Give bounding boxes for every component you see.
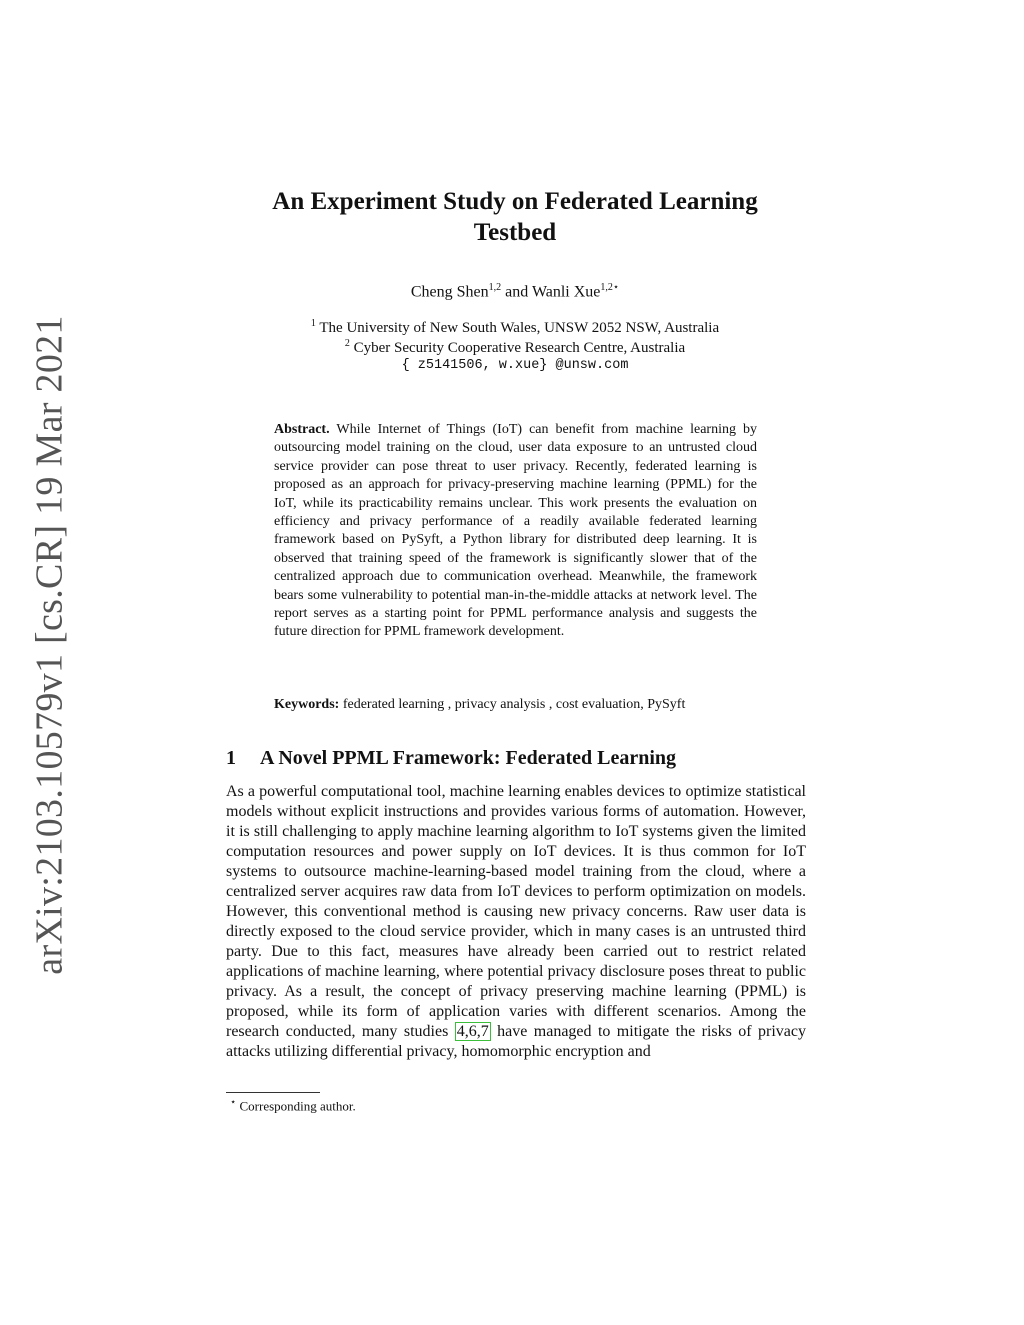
author-1: Cheng Shen — [410, 283, 489, 301]
abstract-label: Abstract. — [274, 422, 330, 437]
citation-4[interactable]: 4 — [456, 1023, 465, 1040]
footnote-mark: ⋆ — [230, 1097, 237, 1108]
abstract-text: While Internet of Things (IoT) can benefit from machine learning by outsourcing model training on the cloud, user data exposure to an untrusted cloud service provider can pose threat to user privacy. Recently, federated learning is proposed as an approach for privacy-preserving machine learning (PPML) for the IoT, while its practicability remains unclear. This work presents the evaluation on efficiency and privacy performance of a readily available federated learning framework based on PySyft, a Python library for distributed deep learning. It is observed that training speed of the framework is significantly slower that of the centralized approach due to communication overhead. Meanwhile, the framework bears some vulnerability to potential man-in-the-middle attacks at network level. The report serves as a starting point for PPML performance analysis and suggests the future direction for PPML framework development. — [274, 422, 757, 640]
footnote — [230, 1097, 356, 1114]
body-paragraph — [226, 782, 806, 1062]
body-text-before: As a powerful computational tool, machine learning enables devices to optimize statistical models without explicit instructions and provides various forms of automation. However, it is still challenging to apply machine learning algorithm to IoT systems given the limited computation resources and power supply on IoT devices. It is thus common for IoT systems to outsource machine-learning-based model training from the cloud, where a centralized server acquires raw data from IoT devices to perform optimization on models. However, this conventional method is causing new privacy concerns. Raw user data is directly exposed to the cloud service provider, which in many cases is an untrusted third party. Due to this fact, measures have already been carried out to restrict related applications of machine learning, where potential privacy disclosure poses threat to public privacy. As a result, the concept of privacy preserving machine learning (PPML) is proposed, while its form of application varies with different scenarios. Among the research conducted, many studies — [226, 783, 806, 1040]
section-number: 1 — [226, 747, 236, 769]
affiliation-1-mark: 1 — [310, 318, 316, 329]
footnote-text: Corresponding author. — [239, 1098, 356, 1114]
body-text-after: have managed to mitigate the risks of privacy attacks utilizing differential privacy, homomorphic encryption and — [226, 1023, 806, 1060]
author-emails — [200, 357, 830, 373]
title-line-2: Testbed — [473, 219, 557, 246]
author-2: Wanli Xue — [531, 283, 601, 301]
email-text: { z5141506, w.xue} @unsw.com — [401, 358, 629, 373]
title-line-1: An Experiment Study on Federated Learning — [272, 188, 758, 215]
section-title: A Novel PPML Framework: Federated Learning — [260, 747, 677, 769]
abstract — [274, 421, 757, 642]
keywords-text: federated learning , privacy analysis , cost evaluation, PySyft — [342, 697, 686, 712]
paper-title — [200, 186, 830, 248]
keywords — [274, 697, 774, 713]
affiliation-2-mark: 2 — [344, 338, 350, 349]
citation-6[interactable]: 6 — [468, 1023, 477, 1040]
section-heading — [226, 747, 806, 770]
affiliation-1-text: The University of New South Wales, UNSW 2052 NSW, Australia — [319, 320, 720, 336]
citation-group[interactable]: 4,6,7 — [456, 1023, 489, 1040]
author-list — [200, 282, 830, 301]
affiliation-2 — [200, 338, 830, 357]
citation-7[interactable]: 7 — [480, 1023, 489, 1040]
author-conjunction: and — [505, 283, 529, 301]
author-1-affiliation: 1,2 — [488, 282, 502, 293]
author-2-affiliation: 1,2⋆ — [600, 282, 620, 293]
affiliation-1 — [200, 318, 830, 337]
arxiv-stamp — [28, 315, 72, 975]
footnote-rule — [226, 1092, 320, 1093]
arxiv-id: arXiv:2103.10579v1 [cs.CR] 19 Mar 2021 — [29, 315, 72, 975]
keywords-label: Keywords: — [274, 697, 340, 712]
affiliation-2-text: Cyber Security Cooperative Research Centre, Australia — [353, 340, 686, 356]
